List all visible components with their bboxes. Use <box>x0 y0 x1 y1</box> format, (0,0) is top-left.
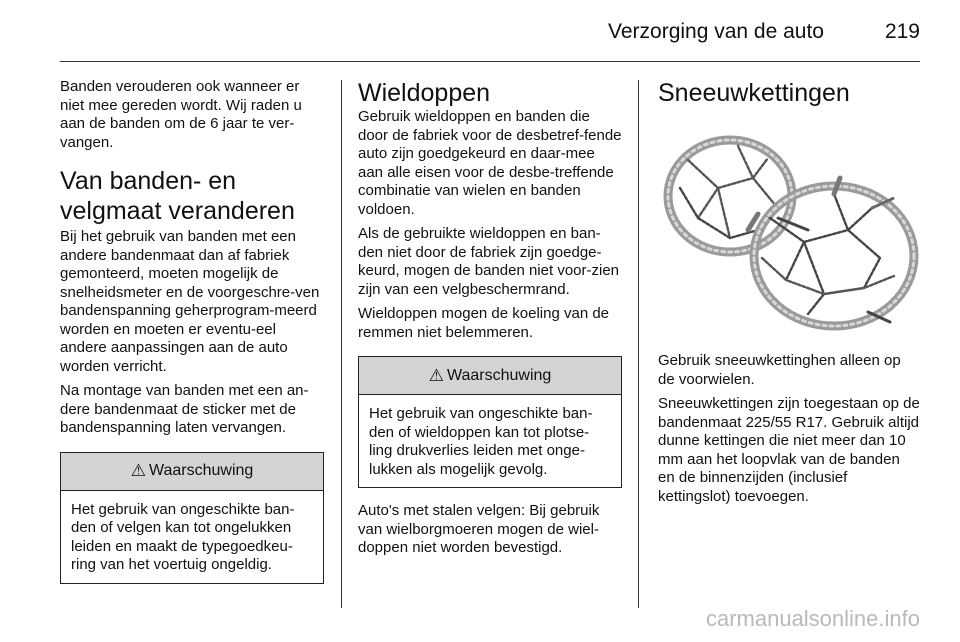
warning-box <box>60 452 324 584</box>
warning-text: Het gebruik van ongeschikte ban-den of velgen kan tot ongelukken leiden en maakt de typegoedkeu-ring van het voertuig ongeldig. <box>71 500 295 573</box>
warning-title: Waarschuwing <box>148 462 254 479</box>
warning-header <box>61 453 323 491</box>
page-header <box>60 0 920 62</box>
warning-triangle-icon: ⚠ <box>130 461 146 480</box>
column-3 <box>658 78 920 512</box>
warning-header <box>359 357 621 395</box>
paragraph: Sneeuwkettingen zijn toegestaan op de bandenmaat 225/55 R17. Gebruik altijd dunne kettingen die niet meer dan 10 mm aan het loopvlak van de banden en de binnenzijden (inclusief kettingslot) toevoegen. <box>658 395 920 505</box>
paragraph: Auto's met stalen velgen: Bij gebruik van wielborgmoeren mogen de wiel-doppen niet worden bevestigd. <box>358 502 600 556</box>
column-divider <box>341 80 342 608</box>
warning-text: Het gebruik van ongeschikte ban-den of wieldoppen kan tot plotse-ling drukverlies leiden met onge-lukken als mogelijk gevolg. <box>369 405 593 478</box>
paragraph: Bij het gebruik van banden met een andere bandenmaat dan af fabriek gemonteerd, moeten mogelijk de snelheidsmeter en de voorgeschre-ven bandenspanning geherprogram-meerd worden en moeten er eventu-eel andere aanpassingen aan de auto worden verricht. <box>60 228 320 375</box>
header-title: Verzorging van de auto <box>608 20 824 43</box>
paragraph: Als de gebruikte wieldoppen en ban-den niet door de fabriek zijn goedge-keurd, mogen de banden niet voor-zien zijn van een velgbeschermrand. <box>358 225 620 298</box>
watermark: carmanualsonline.info <box>705 606 920 631</box>
warning-box <box>358 356 622 488</box>
section-heading: Van banden- en velgmaat veranderen <box>60 167 295 225</box>
warning-triangle-icon: ⚠ <box>428 365 444 385</box>
snow-chain-illustration <box>658 118 920 338</box>
column-1 <box>60 78 324 584</box>
warning-body <box>61 491 323 583</box>
paragraph: Gebruik wieldoppen en banden die door de fabriek voor de desbetref-fende auto zijn goedgekeurd en daar-mee aan alle eisen voor de desbe-treffende combinatie van wielen en banden voldoen. <box>358 108 622 218</box>
paragraph: Wieldoppen mogen de koeling van de remmen niet belemmeren. <box>358 305 610 341</box>
page-number: 219 <box>884 20 920 43</box>
column-divider <box>638 80 639 608</box>
section-heading: Sneeuwkettingen <box>658 79 850 107</box>
warning-title: Waarschuwing <box>446 366 552 384</box>
paragraph: Banden verouderen ook wanneer er niet mee gereden wordt. Wij raden u aan de banden om de 6 jaar te ver-vangen. <box>60 78 302 151</box>
paragraph: Na montage van banden met een an-dere bandenmaat de sticker met de bandenspanning laten vervangen. <box>60 382 309 436</box>
section-heading: Wieldoppen <box>358 79 491 107</box>
paragraph: Gebruik sneeuwkettinghen alleen op de voorwielen. <box>658 352 901 388</box>
warning-body <box>359 395 621 487</box>
column-2 <box>358 78 622 564</box>
